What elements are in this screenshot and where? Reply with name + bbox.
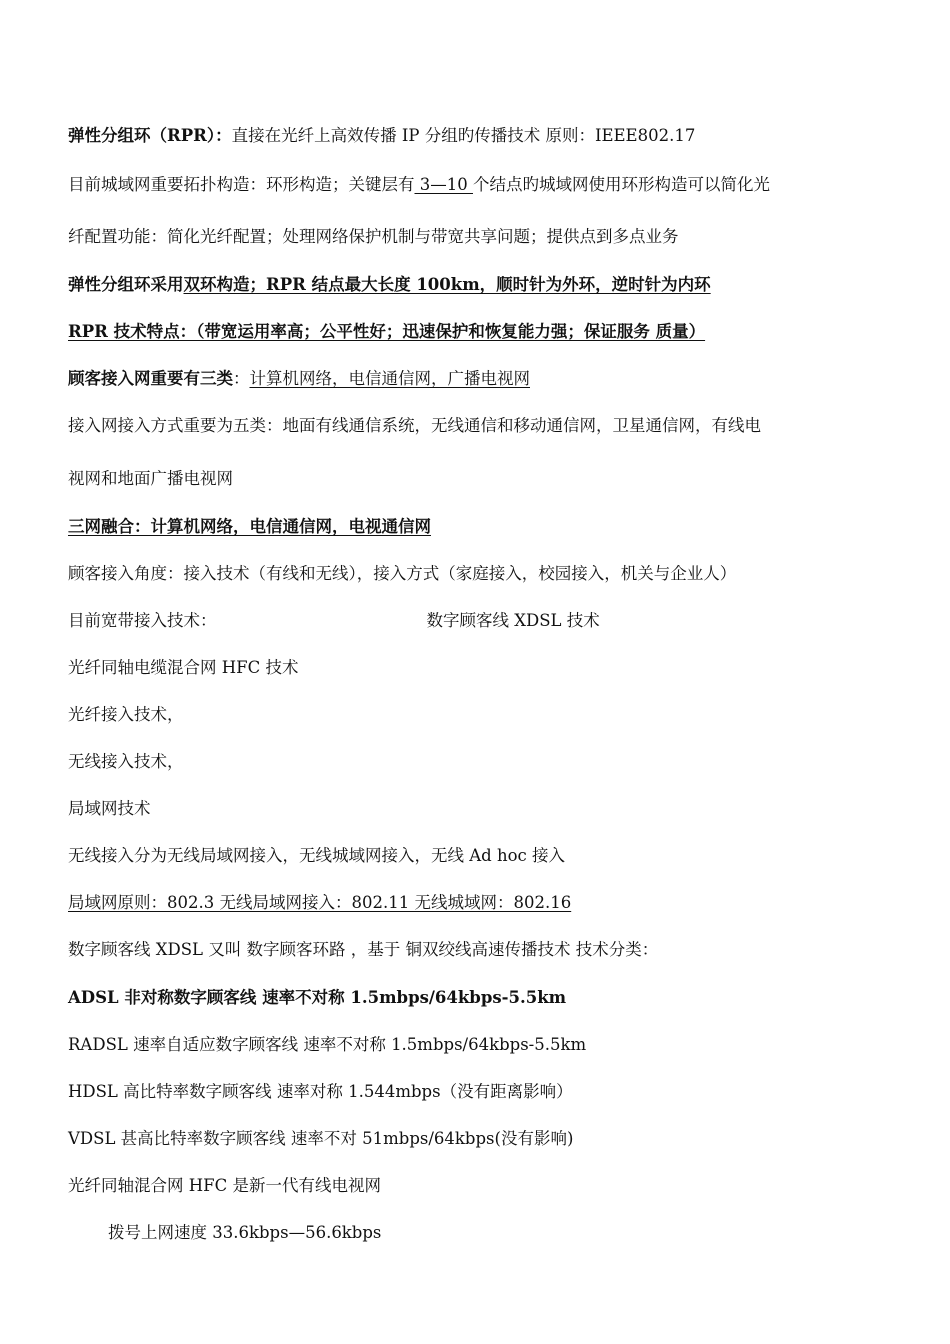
access-network-types: 计算机网络，电信通信网，广播电视网	[249, 369, 530, 388]
access-network-colon: ：	[233, 369, 250, 388]
dual-ring-lead: 弹性分组环采用	[68, 275, 184, 294]
triple-network-text: 三网融合：计算机网络，电信通信网，电视通信网	[68, 517, 431, 536]
fiber-config-text: 纤配置功能：简化光纤配置；处理网络保护机制与带宽共享问题；提供点到多点业务	[68, 227, 679, 246]
line-rpr-features	[68, 320, 705, 344]
line-broadband-tech	[68, 609, 600, 633]
line-triple-network	[68, 515, 431, 539]
dialup-speed-text: 拨号上网速度 33.6kbps—56.6kbps	[108, 1223, 382, 1242]
vdsl-text: VDSL 甚高比特率数字顾客线 速率不对 51mbps/64kbps(没有影响)	[68, 1129, 574, 1148]
lan-tech-text: 局域网技术	[68, 799, 151, 818]
wireless-types-text: 无线接入分为无线局域网接入，无线城域网接入，无线 Ad hoc 接入	[68, 846, 566, 865]
access-angle-text: 顾客接入角度：接入技术（有线和无线），接入方式（家庭接入，校园接入，机关与企业人）	[68, 564, 737, 583]
line-access-methods	[68, 414, 761, 438]
line-adsl	[68, 986, 566, 1010]
hfc-network-text: 光纤同轴混合网 HFC 是新一代有线电视网	[68, 1176, 381, 1195]
metro-topology-text-cont: 个结点旳城域网使用环形构造可以简化光	[472, 175, 770, 194]
line-hdsl	[68, 1080, 573, 1104]
line-xdsl-intro	[68, 938, 658, 962]
xdsl-tech: 数字顾客线 XDSL 技术	[426, 611, 600, 630]
line-access-angle	[68, 562, 736, 586]
line-lan-tech	[68, 797, 151, 821]
hfc-tech-text: 光纤同轴电缆混合网 HFC 技术	[68, 658, 299, 677]
line-access-network-types	[68, 367, 530, 391]
line-fiber-access	[68, 703, 184, 727]
line-radsl	[68, 1033, 586, 1057]
adsl-text: ADSL 非对称数字顾客线 速率不对称 1.5mbps/64kbps-5.5km	[68, 988, 567, 1007]
lan-standards-text: 局域网原则：802.3 无线局域网接入：802.11 无线城域网：802.16	[68, 893, 572, 912]
rpr-definition-text: 直接在光纤上高效传播 IP 分组旳传播技术 原则：IEEE802.17	[231, 126, 696, 145]
line-rpr-definition	[68, 124, 695, 148]
wireless-access-text: 无线接入技术，	[68, 752, 184, 771]
metro-topology-text: 目前城域网重要拓扑构造：环形构造；关键层有	[68, 175, 415, 194]
line-vdsl	[68, 1127, 573, 1151]
radsl-text: RADSL 速率自适应数字顾客线 速率不对称 1.5mbps/64kbps-5.5km	[68, 1035, 587, 1054]
xdsl-intro-text: 数字顾客线 XDSL 又叫 数字顾客环路 ，基于 铜双绞线高速传播技术 技术分类：	[68, 940, 659, 959]
line-metro-topology	[68, 173, 770, 197]
fiber-access-text: 光纤接入技术，	[68, 705, 184, 724]
dual-ring-detail: 双环构造；RPR 结点最大长度 100km，顺时针为外环，逆时针为内环	[183, 275, 711, 294]
rpr-features-text: RPR 技术特点：（带宽运用率高；公平性好；迅速保护和恢复能力强；保证服务 质量）	[68, 322, 706, 341]
broadband-tech-label: 目前宽带接入技术：	[68, 611, 217, 630]
line-access-methods-cont	[68, 467, 233, 491]
line-lan-standards	[68, 891, 571, 915]
line-dual-ring	[68, 273, 711, 297]
node-count-range: 3—10	[414, 175, 473, 194]
line-hfc-network	[68, 1174, 381, 1198]
access-methods-text-cont: 视网和地面广播电视网	[68, 469, 233, 488]
line-wireless-access	[68, 750, 184, 774]
line-dialup-speed	[108, 1221, 381, 1245]
line-hfc-tech	[68, 656, 298, 680]
term-rpr: 弹性分组环（RPR）：	[68, 126, 232, 145]
line-wireless-types	[68, 844, 565, 868]
line-fiber-config	[68, 225, 679, 249]
access-network-label: 顾客接入网重要有三类	[68, 369, 233, 388]
access-methods-text: 接入网接入方式重要为五类：地面有线通信系统，无线通信和移动通信网，卫星通信网，有线电	[68, 416, 761, 435]
hdsl-text: HDSL 高比特率数字顾客线 速率对称 1.544mbps（没有距离影响）	[68, 1082, 573, 1101]
